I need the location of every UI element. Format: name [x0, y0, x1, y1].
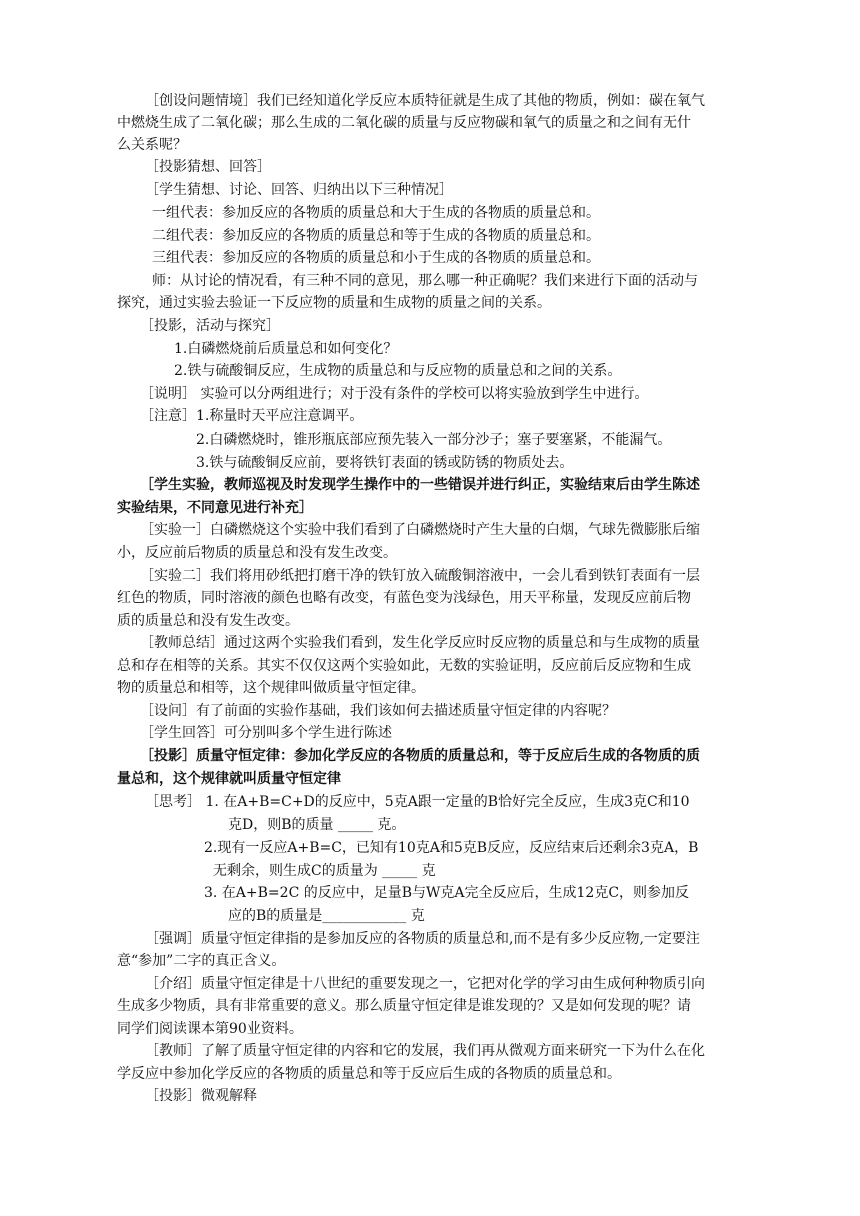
text-line: 物的质量总和相等，这个规律叫做质量守恒定律。 — [117, 680, 425, 696]
text-line: 生成多少物质，具有非常重要的意义。那么质量守恒定律是谁发现的？又是如何发现的呢？请 — [117, 998, 691, 1014]
text-line: 2.现有一反应A+B=C，已知有10克A和5克B反应，反应结束后还剩余3克A，B — [204, 840, 699, 856]
text-line: ［思考］ 1. 在A+B=C+D的反应中，5克A跟一定量的B恰好完全反应，生成3克C和10 — [145, 794, 690, 810]
text-line: 学反应中参加化学反应的各物质的质量总和等于反应后生成的各物质的质量总和。 — [117, 1066, 621, 1082]
text-line: ［设问］有了前面的实验作基础，我们该如何去描述质量守恒定律的内容呢？ — [140, 703, 616, 719]
text-line-bold: ［学生实验，教师巡视及时发现学生操作中的一些错误并进行纠正，实验结束后由学生陈述 — [140, 477, 700, 493]
text-line: 1.白磷燃烧前后质量总和如何变化？ — [174, 341, 398, 357]
text-line: 同学们阅读课本第90业资料。 — [117, 1021, 303, 1037]
text-line: 无剩余，则生成C的质量为 _____ 克 — [213, 863, 436, 879]
text-line: ［教师］了解了质量守恒定律的内容和它的发展，我们再从微观方面来研究一下为什么在化 — [145, 1043, 705, 1059]
text-line: 应的B的质量是____________ 克 — [228, 908, 425, 924]
text-line: 2.白磷燃烧时，锥形瓶底部应预先装入一部分沙子；塞子要塞紧，不能漏气。 — [196, 432, 672, 448]
text-line: ［学生猜想、讨论、回答、归纳出以下三种情况］ — [145, 182, 453, 198]
text-line: ［教师总结］通过这两个实验我们看到，发生化学反应时反应物的质量总和与生成物的质量 — [140, 635, 700, 651]
text-line: 师：从讨论的情况看，有三种不同的意见，那么哪一种正确呢？我们来进行下面的活动与 — [152, 273, 698, 289]
text-line: 3. 在A+B=2C 的反应中，足量B与W克A完全反应后，生成12克C，则参加反 — [204, 885, 690, 901]
text-line-bold: ［投影］质量守恒定律：参加化学反应的各物质的质量总和，等于反应后生成的各物质的质 — [140, 748, 700, 764]
text-line: ［投影猜想、回答］ — [145, 159, 271, 175]
text-line: 么关系呢？ — [117, 137, 187, 153]
text-line: 探究，通过实验去验证一下反应物的质量和生成物的质量之间的关系。 — [117, 295, 551, 311]
text-line: ［实验二］我们将用砂纸把打磨干净的铁钉放入硫酸铜溶液中，一会儿看到铁钉表面有一层 — [140, 568, 700, 584]
text-line: 一组代表：参加反应的各物质的质量总和大于生成的各物质的质量总和。 — [152, 205, 600, 221]
text-line: ［学生回答］可分别叫多个学生进行陈述 — [140, 725, 392, 741]
text-line: ［投影，活动与探究］ — [140, 318, 280, 334]
text-line: 三组代表：参加反应的各物质的质量总和小于生成的各物质的质量总和。 — [152, 250, 600, 266]
text-line: 意“参加”二字的真正含义。 — [117, 953, 286, 969]
text-line: ［强调］质量守恒定律指的是参加反应的各物质的质量总和,而不是有多少反应物,一定要注 — [145, 931, 700, 947]
text-line: 质的质量总和没有发生改变。 — [117, 613, 299, 629]
text-line: 二组代表：参加反应的各物质的质量总和等于生成的各物质的质量总和。 — [152, 228, 600, 244]
text-line: 红色的物质，同时溶液的颜色也略有改变，有蓝色变为浅绿色，用天平称量，发现反应前后物 — [117, 590, 691, 606]
text-line: ［介绍］质量守恒定律是十八世纪的重要发现之一，它把对化学的学习由生成何种物质引向 — [145, 976, 705, 992]
text-line-bold: 实验结果，不同意见进行补充］ — [117, 500, 313, 516]
text-line: ［创设问题情境］我们已经知道化学反应本质特征就是生成了其他的物质，例如：碳在氧气 — [145, 93, 705, 109]
text-line: 2.铁与硫酸铜反应，生成物的质量总和与反应物的质量总和之间的关系。 — [174, 363, 622, 379]
text-line: ［投影］微观解释 — [145, 1088, 257, 1104]
text-line-bold: 量总和，这个规律就叫质量守恒定律 — [117, 771, 341, 787]
text-line: 克D，则B的质量 _____ 克。 — [228, 817, 406, 833]
text-line: 小，反应前后物质的质量总和没有发生改变。 — [117, 545, 397, 561]
text-line: ［注意］1.称量时天平应注意调平。 — [140, 408, 364, 424]
text-line: ［实验一］白磷燃烧这个实验中我们看到了白磷燃烧时产生大量的白烟，气球先微膨胀后缩 — [140, 522, 700, 538]
text-line: ［说明］ 实验可以分两组进行；对于没有条件的学校可以将实验放到学生中进行。 — [140, 386, 649, 402]
text-line: 总和存在相等的关系。其实不仅仅这两个实验如此，无数的实验证明，反应前后反应物和生成 — [117, 658, 691, 674]
text-line: 中燃烧生成了二氧化碳；那么生成的二氧化碳的质量与反应物碳和氧气的质量之和之间有无什 — [117, 115, 691, 131]
text-line: 3.铁与硫酸铜反应前，要将铁钉表面的锈或防锈的物质处去。 — [196, 455, 574, 471]
